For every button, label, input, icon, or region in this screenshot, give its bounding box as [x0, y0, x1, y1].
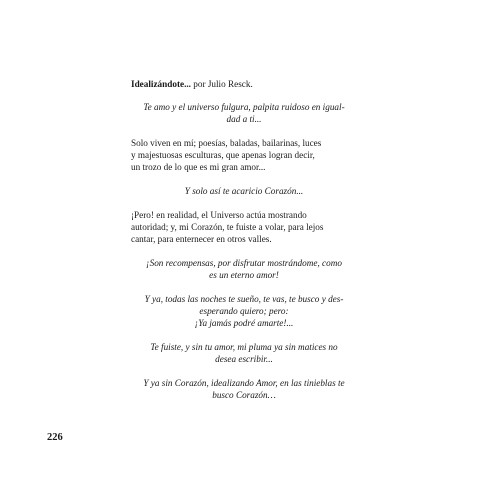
poem-heading [131, 78, 357, 90]
stanza-line: ¡Ya jamás podré amarte!... [194, 318, 294, 328]
stanza-6 [131, 293, 357, 329]
stanza-line: desea escribir... [215, 354, 273, 364]
stanza-line: Y ya, todas las noches te sueño, te vas, te busco y des- [144, 294, 344, 304]
stanza-line: y majestuosas esculturas, que apenas logran decir, [131, 150, 315, 160]
stanza-1 [131, 101, 357, 125]
stanza-line: un trozo de lo que es mi gran amor... [131, 162, 266, 172]
stanza-line: es un eterno amor! [209, 270, 279, 280]
stanza-line: Y ya sin Corazón, idealizando Amor, en las tinieblas te [143, 378, 345, 388]
stanza-5 [131, 257, 357, 281]
stanza-line: cantar, para enternecer en otros valles. [131, 234, 272, 244]
poem-title: Idealizándote... [131, 79, 191, 89]
stanza-line: autoridad; y, mi Corazón, te fuiste a volar, para lejos [131, 222, 324, 232]
stanza-line: Y solo así te acaricio Corazón... [184, 186, 304, 196]
page-number: 226 [47, 432, 63, 443]
stanza-line: ¡Pero! en realidad, el Universo actúa mostrando [131, 210, 307, 220]
stanza-line: busco Corazón… [212, 390, 276, 400]
stanza-8 [131, 377, 357, 401]
stanza-line: Te amo y el universo fulgura, palpita ruidoso en igual- [143, 102, 345, 112]
stanza-3 [131, 185, 357, 197]
stanza-line: dad a ti... [226, 114, 262, 124]
stanza-line: Solo viven en mí; poesías, baladas, bailarinas, luces [131, 138, 322, 148]
stanza-2 [131, 137, 357, 173]
stanza-4 [131, 209, 357, 245]
poem-author: por Julio Resck. [190, 79, 253, 89]
stanza-line: ¡Son recompensas, por disfrutar mostrándome, como [146, 258, 342, 268]
stanza-line: esperando quiero; pero: [199, 306, 289, 316]
poem-block [131, 78, 357, 413]
stanza-line: Te fuiste, y sin tu amor, mi pluma ya sin matices no [150, 342, 338, 352]
stanza-7 [131, 341, 357, 365]
